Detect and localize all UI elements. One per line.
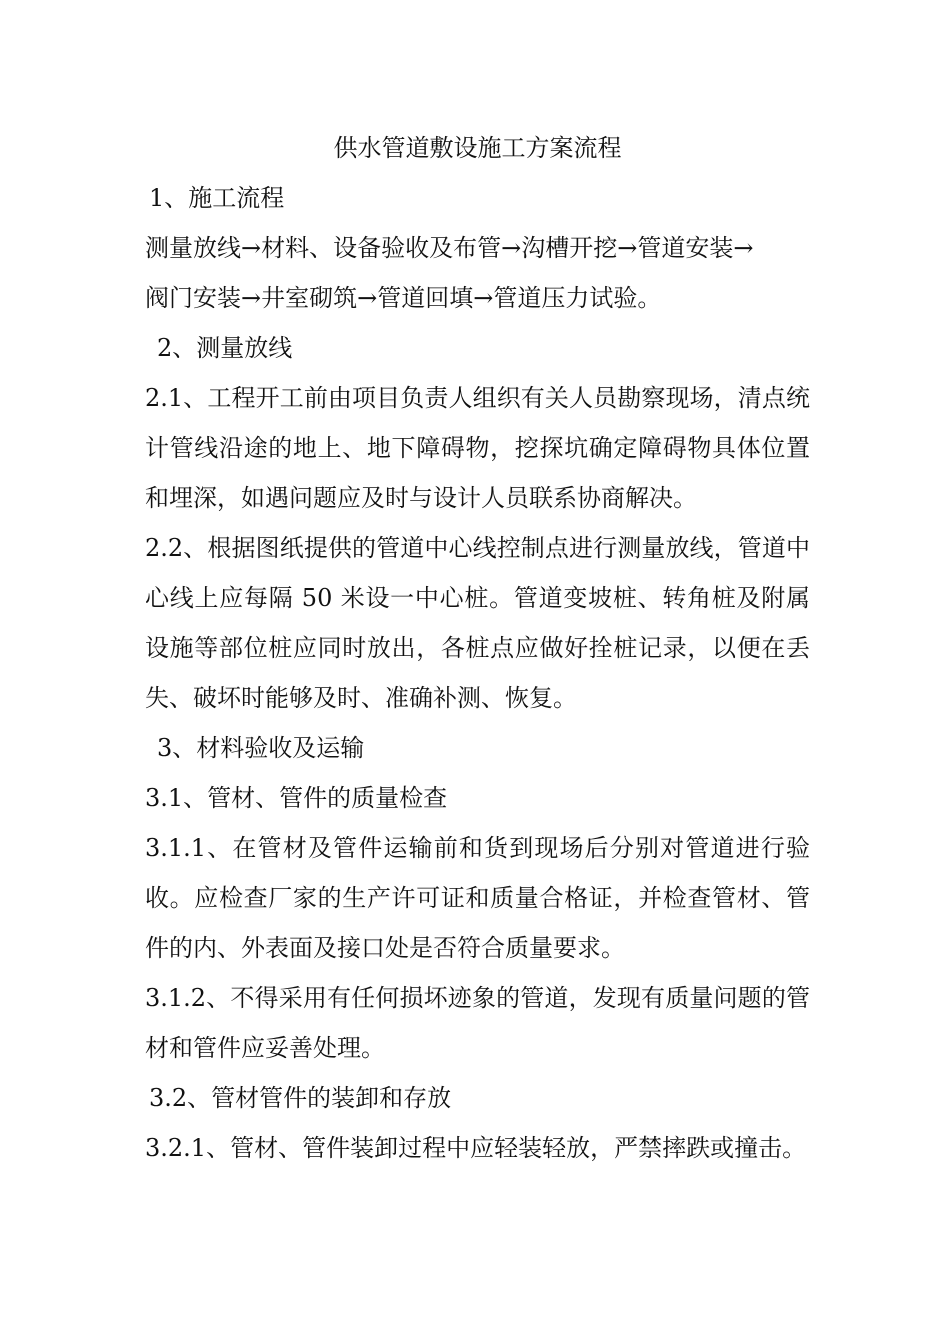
section-3-2-heading: 3.2、管材管件的装卸和存放 bbox=[149, 1084, 452, 1112]
section-1-flow-line-2: 阀门安装→井室砌筑→管道回填→管道压力试验。 bbox=[145, 284, 662, 312]
paragraph-3-2-1: 3.2.1、管材、管件装卸过程中应轻装轻放，严禁摔跌或撞击。 bbox=[145, 1134, 807, 1162]
section-3-heading: 3、材料验收及运输 bbox=[157, 734, 365, 762]
section-3-1-heading: 3.1、管材、管件的质量检查 bbox=[145, 784, 448, 812]
section-1-heading: 1、施工流程 bbox=[149, 184, 285, 212]
document-body bbox=[145, 123, 810, 1173]
paragraph-3-1-2: 3.1.2、不得采用有任何损坏迹象的管道，发现有质量问题的管材和管件应妥善处理。 bbox=[145, 984, 810, 1062]
paragraph-3-1-1: 3.1.1、在管材及管件运输前和货到现场后分别对管道进行验收。应检查厂家的生产许可证和质量合格证，并检查管材、管件的内、外表面及接口处是否符合质量要求。 bbox=[145, 834, 810, 962]
section-2-heading: 2、测量放线 bbox=[157, 334, 293, 362]
paragraph-2-1: 2.1、工程开工前由项目负责人组织有关人员勘察现场，清点统计管线沿途的地上、地下障碍物，挖探坑确定障碍物具体位置和埋深，如遇问题应及时与设计人员联系协商解决。 bbox=[145, 384, 810, 512]
paragraph-2-2: 2.2、根据图纸提供的管道中心线控制点进行测量放线，管道中心线上应每隔 50 米设一中心桩。管道变坡桩、转角桩及附属设施等部位桩应同时放出，各桩点应做好拴桩记录，以便在丢失、破坏时能够及时、准确补测、恢复。 bbox=[145, 534, 810, 712]
section-1-flow-line-1: 测量放线→材料、设备验收及布管→沟槽开挖→管道安装→ bbox=[145, 234, 754, 262]
document-title: 供水管道敷设施工方案流程 bbox=[333, 134, 622, 162]
